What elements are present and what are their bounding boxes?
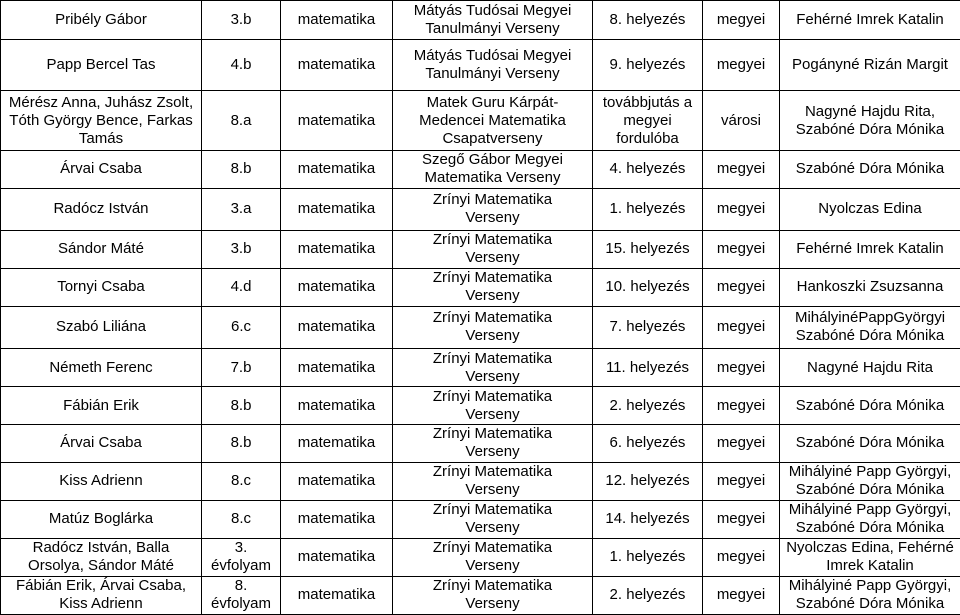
competition-cell bbox=[393, 268, 593, 306]
cell-line: Verseny bbox=[465, 367, 520, 385]
level-cell bbox=[703, 500, 780, 538]
competition-cell bbox=[393, 40, 593, 91]
teacher-cell bbox=[780, 188, 960, 230]
subject-cell bbox=[281, 188, 393, 230]
table-row bbox=[1, 306, 960, 348]
cell-line: 3.b bbox=[230, 240, 252, 258]
cell-line: Csapatverseny bbox=[442, 129, 543, 147]
table-row bbox=[1, 268, 960, 306]
table-row bbox=[1, 500, 960, 538]
cell-line: Zrínyi Matematika bbox=[432, 577, 553, 595]
cell-line: megyei bbox=[623, 111, 672, 129]
cell-line: Mihályiné Papp Györgyi, bbox=[788, 577, 952, 595]
cell-line: Matek Guru Kárpát- bbox=[426, 93, 559, 111]
teacher-cell bbox=[780, 387, 960, 425]
cell-line: Szabóné Dóra Mónika bbox=[795, 327, 945, 345]
cell-line: 8. bbox=[234, 577, 248, 595]
competition-cell bbox=[393, 538, 593, 576]
table-row bbox=[1, 576, 960, 614]
level-cell bbox=[703, 150, 780, 188]
student-name-cell bbox=[1, 1, 202, 40]
cell-line: Imrek Katalin bbox=[826, 557, 914, 575]
teacher-cell bbox=[780, 306, 960, 348]
cell-line: továbbjutás a bbox=[602, 93, 693, 111]
cell-text: matematika bbox=[297, 111, 376, 129]
cell-line: Verseny bbox=[465, 405, 520, 423]
cell-line: Tamás bbox=[78, 129, 124, 147]
result-cell bbox=[593, 349, 703, 387]
student-name-cell bbox=[1, 387, 202, 425]
result-cell bbox=[593, 387, 703, 425]
result-cell bbox=[593, 230, 703, 268]
cell-line: Zrínyi Matematika bbox=[432, 539, 553, 557]
cell-text: megyei bbox=[716, 56, 766, 74]
student-name-cell bbox=[1, 538, 202, 576]
result-cell bbox=[593, 500, 703, 538]
cell-line: Mihályiné Papp Györgyi, bbox=[788, 463, 952, 481]
cell-line: 4.b bbox=[230, 56, 252, 74]
cell-line: Matematika Verseny bbox=[424, 169, 561, 187]
cell-line: Németh Ferenc bbox=[49, 358, 153, 376]
cell-line: Zrínyi Matematika bbox=[432, 387, 553, 405]
cell-line: 2. helyezés bbox=[609, 586, 686, 604]
cell-text: matematika bbox=[297, 358, 376, 376]
cell-line: Szabó Liliána bbox=[55, 318, 147, 336]
competition-cell bbox=[393, 349, 593, 387]
cell-line: 10. helyezés bbox=[605, 278, 690, 296]
cell-line: Fehérné Imrek Katalin bbox=[796, 240, 944, 258]
cell-line: 8.b bbox=[230, 396, 252, 414]
cell-line: Szabóné Dóra Mónika bbox=[795, 519, 945, 537]
student-name-cell bbox=[1, 150, 202, 188]
cell-line: Zrínyi Matematika bbox=[432, 269, 553, 287]
subject-cell bbox=[281, 40, 393, 91]
result-cell bbox=[593, 462, 703, 500]
level-cell bbox=[703, 268, 780, 306]
cell-line: Zrínyi Matematika bbox=[432, 309, 553, 327]
teacher-cell bbox=[780, 268, 960, 306]
cell-text: megyei bbox=[716, 358, 766, 376]
class-cell bbox=[202, 40, 281, 91]
result-cell bbox=[593, 91, 703, 151]
cell-text: matematika bbox=[297, 240, 376, 258]
cell-line: Verseny bbox=[465, 327, 520, 345]
result-cell bbox=[593, 1, 703, 40]
student-name-cell bbox=[1, 188, 202, 230]
subject-cell bbox=[281, 576, 393, 614]
table-row bbox=[1, 1, 960, 40]
cell-line: 8.b bbox=[230, 434, 252, 452]
cell-line: 4.d bbox=[230, 278, 252, 296]
teacher-cell bbox=[780, 576, 960, 614]
cell-line: 14. helyezés bbox=[605, 510, 690, 528]
competition-cell bbox=[393, 425, 593, 463]
cell-line: Tanulmányi Verseny bbox=[425, 20, 560, 37]
student-name-cell bbox=[1, 425, 202, 463]
teacher-cell bbox=[780, 230, 960, 268]
class-cell bbox=[202, 538, 281, 576]
teacher-cell bbox=[780, 538, 960, 576]
cell-line: 11. helyezés bbox=[605, 358, 690, 376]
cell-line: Zrínyi Matematika bbox=[432, 463, 553, 481]
table-row bbox=[1, 538, 960, 576]
cell-text: matematika bbox=[297, 278, 376, 296]
cell-line: 12. helyezés bbox=[605, 472, 690, 490]
cell-line: Mérész Anna, Juhász Zsolt, bbox=[8, 93, 194, 111]
cell-line: Hankoszki Zsuzsanna bbox=[796, 278, 944, 296]
cell-line: Pribély Gábor bbox=[55, 11, 147, 28]
cell-line: Fábián Erik, Árvai Csaba, bbox=[15, 577, 187, 595]
class-cell bbox=[202, 1, 281, 40]
class-cell bbox=[202, 306, 281, 348]
cell-line: Nagyné Hajdu Rita bbox=[807, 358, 933, 376]
cell-line: 6. helyezés bbox=[609, 434, 686, 452]
table-row bbox=[1, 188, 960, 230]
subject-cell bbox=[281, 387, 393, 425]
class-cell bbox=[202, 230, 281, 268]
subject-cell bbox=[281, 349, 393, 387]
student-name-cell bbox=[1, 40, 202, 91]
teacher-cell bbox=[780, 40, 960, 91]
cell-line: 8.c bbox=[230, 510, 251, 528]
teacher-cell bbox=[780, 1, 960, 40]
cell-line: Nagyné Hajdu Rita, bbox=[804, 102, 936, 120]
cell-line: 8.a bbox=[230, 111, 252, 129]
result-cell bbox=[593, 268, 703, 306]
table-row bbox=[1, 425, 960, 463]
subject-cell bbox=[281, 500, 393, 538]
cell-line: Orsolya, Sándor Máté bbox=[28, 557, 174, 575]
cell-text: megyei bbox=[716, 548, 766, 566]
result-cell bbox=[593, 150, 703, 188]
subject-cell bbox=[281, 1, 393, 40]
teacher-cell bbox=[780, 462, 960, 500]
cell-text: matematika bbox=[297, 11, 376, 28]
cell-text: matematika bbox=[297, 56, 376, 74]
result-cell bbox=[593, 306, 703, 348]
competition-cell bbox=[393, 500, 593, 538]
cell-line: 7.b bbox=[230, 358, 252, 376]
table-row bbox=[1, 230, 960, 268]
cell-text: megyei bbox=[716, 318, 766, 336]
cell-text: matematika bbox=[297, 548, 376, 566]
cell-line: Fehérné Imrek Katalin bbox=[796, 11, 944, 28]
student-name-cell bbox=[1, 306, 202, 348]
competition-cell bbox=[393, 150, 593, 188]
level-cell bbox=[703, 462, 780, 500]
cell-line: Kiss Adrienn bbox=[59, 472, 143, 490]
cell-line: Radócz István bbox=[53, 200, 149, 218]
cell-text: megyei bbox=[716, 472, 766, 490]
cell-line: 4. helyezés bbox=[609, 160, 686, 178]
cell-text: megyei bbox=[716, 240, 766, 258]
cell-text: matematika bbox=[297, 586, 376, 604]
cell-text: matematika bbox=[297, 510, 376, 528]
cell-text: megyei bbox=[716, 396, 766, 414]
level-cell bbox=[703, 188, 780, 230]
cell-line: 1. helyezés bbox=[609, 200, 686, 218]
subject-cell bbox=[281, 425, 393, 463]
cell-line: Verseny bbox=[465, 595, 520, 613]
cell-text: matematika bbox=[297, 434, 376, 452]
cell-line: 8. helyezés bbox=[609, 11, 686, 28]
teacher-cell bbox=[780, 349, 960, 387]
result-cell bbox=[593, 425, 703, 463]
student-name-cell bbox=[1, 462, 202, 500]
cell-line: Radócz István, Balla bbox=[32, 539, 170, 557]
table-row bbox=[1, 150, 960, 188]
subject-cell bbox=[281, 462, 393, 500]
cell-line: évfolyam bbox=[210, 557, 272, 575]
cell-line: Verseny bbox=[465, 519, 520, 537]
cell-line: Szabóné Dóra Mónika bbox=[795, 481, 945, 499]
student-name-cell bbox=[1, 349, 202, 387]
level-cell bbox=[703, 230, 780, 268]
cell-line: Papp Bercel Tas bbox=[46, 56, 156, 74]
student-name-cell bbox=[1, 500, 202, 538]
cell-line: Nyolczas Edina bbox=[818, 200, 922, 218]
cell-line: Tanulmányi Verseny bbox=[425, 65, 560, 83]
class-cell bbox=[202, 425, 281, 463]
cell-line: Medencei Matematika bbox=[419, 111, 566, 129]
cell-line: Verseny bbox=[465, 209, 520, 227]
level-cell bbox=[703, 576, 780, 614]
cell-text: megyei bbox=[716, 11, 766, 28]
subject-cell bbox=[281, 230, 393, 268]
cell-line: 7. helyezés bbox=[609, 318, 686, 336]
cell-line: 2. helyezés bbox=[609, 396, 686, 414]
cell-line: Mihályiné Papp Györgyi, bbox=[788, 501, 952, 519]
cell-text: megyei bbox=[716, 510, 766, 528]
table-row bbox=[1, 462, 960, 500]
class-cell bbox=[202, 387, 281, 425]
cell-line: Zrínyi Matematika bbox=[432, 349, 553, 367]
result-cell bbox=[593, 576, 703, 614]
cell-line: 9. helyezés bbox=[609, 56, 686, 74]
class-cell bbox=[202, 500, 281, 538]
cell-line: Szabóné Dóra Mónika bbox=[795, 396, 945, 414]
cell-text: megyei bbox=[716, 200, 766, 218]
table-body bbox=[1, 1, 960, 615]
table-row bbox=[1, 387, 960, 425]
competition-cell bbox=[393, 462, 593, 500]
teacher-cell bbox=[780, 150, 960, 188]
cell-line: Szabóné Dóra Mónika bbox=[795, 120, 945, 138]
class-cell bbox=[202, 349, 281, 387]
cell-line: évfolyam bbox=[210, 595, 272, 613]
level-cell bbox=[703, 349, 780, 387]
cell-line: Zrínyi Matematika bbox=[432, 501, 553, 519]
student-name-cell bbox=[1, 230, 202, 268]
level-cell bbox=[703, 1, 780, 40]
cell-line: Verseny bbox=[465, 481, 520, 499]
table-row bbox=[1, 40, 960, 91]
cell-text: matematika bbox=[297, 200, 376, 218]
competition-cell bbox=[393, 230, 593, 268]
cell-line: Tornyi Csaba bbox=[57, 278, 145, 296]
result-cell bbox=[593, 40, 703, 91]
cell-text: matematika bbox=[297, 396, 376, 414]
student-name-cell bbox=[1, 91, 202, 151]
level-cell bbox=[703, 306, 780, 348]
cell-line: 15. helyezés bbox=[605, 240, 690, 258]
competition-cell bbox=[393, 576, 593, 614]
cell-line: Tóth György Bence, Farkas bbox=[9, 111, 193, 129]
level-cell bbox=[703, 425, 780, 463]
cell-line: 3.a bbox=[230, 200, 252, 218]
result-cell bbox=[593, 538, 703, 576]
competition-cell bbox=[393, 91, 593, 151]
cell-line: Zrínyi Matematika bbox=[432, 425, 553, 443]
competition-cell bbox=[393, 387, 593, 425]
class-cell bbox=[202, 188, 281, 230]
cell-line: Pogányné Rizán Margit bbox=[792, 56, 948, 74]
subject-cell bbox=[281, 150, 393, 188]
cell-line: Árvai Csaba bbox=[60, 434, 142, 452]
cell-text: matematika bbox=[297, 318, 376, 336]
competition-cell bbox=[393, 306, 593, 348]
cell-line: 6.c bbox=[230, 318, 251, 336]
cell-line: fordulóba bbox=[616, 129, 679, 147]
cell-line: 8.b bbox=[230, 160, 252, 178]
subject-cell bbox=[281, 538, 393, 576]
cell-line: Verseny bbox=[465, 443, 520, 461]
student-name-cell bbox=[1, 576, 202, 614]
subject-cell bbox=[281, 268, 393, 306]
cell-line: 3. bbox=[234, 539, 248, 557]
teacher-cell bbox=[780, 500, 960, 538]
cell-text: megyei bbox=[716, 434, 766, 452]
cell-text: megyei bbox=[716, 160, 766, 178]
cell-line: Verseny bbox=[465, 557, 520, 575]
cell-line: Árvai Csaba bbox=[60, 160, 142, 178]
cell-line: Fábián Erik bbox=[63, 396, 139, 414]
cell-line: Zrínyi Matematika bbox=[432, 191, 553, 209]
cell-line: Matúz Boglárka bbox=[48, 510, 154, 528]
subject-cell bbox=[281, 306, 393, 348]
teacher-cell bbox=[780, 425, 960, 463]
cell-line: Mátyás Tudósai Megyei bbox=[413, 47, 572, 65]
cell-line: Mátyás Tudósai Megyei bbox=[413, 2, 572, 19]
cell-text: matematika bbox=[297, 160, 376, 178]
level-cell bbox=[703, 538, 780, 576]
level-cell bbox=[703, 91, 780, 151]
cell-line: Nyolczas Edina, Fehérné bbox=[786, 539, 954, 557]
cell-text: városi bbox=[720, 111, 761, 129]
class-cell bbox=[202, 91, 281, 151]
cell-line: Verseny bbox=[465, 287, 520, 305]
class-cell bbox=[202, 150, 281, 188]
level-cell bbox=[703, 387, 780, 425]
table-row bbox=[1, 91, 960, 151]
class-cell bbox=[202, 268, 281, 306]
class-cell bbox=[202, 462, 281, 500]
competition-cell bbox=[393, 1, 593, 40]
cell-line: 8.c bbox=[230, 472, 251, 490]
cell-text: megyei bbox=[716, 278, 766, 296]
result-cell bbox=[593, 188, 703, 230]
student-name-cell bbox=[1, 268, 202, 306]
competition-cell bbox=[393, 188, 593, 230]
cell-text: megyei bbox=[716, 586, 766, 604]
cell-line: Zrínyi Matematika bbox=[432, 231, 553, 249]
cell-line: Szegő Gábor Megyei bbox=[422, 151, 563, 169]
cell-line: Kiss Adrienn bbox=[59, 595, 143, 613]
class-cell bbox=[202, 576, 281, 614]
cell-line: Szabóné Dóra Mónika bbox=[795, 160, 945, 178]
cell-line: Szabóné Dóra Mónika bbox=[795, 595, 945, 613]
cell-line: Sándor Máté bbox=[58, 240, 144, 258]
level-cell bbox=[703, 40, 780, 91]
cell-line: Verseny bbox=[465, 249, 520, 267]
cell-line: 3.b bbox=[230, 11, 252, 28]
cell-text: matematika bbox=[297, 472, 376, 490]
subject-cell bbox=[281, 91, 393, 151]
table-row bbox=[1, 349, 960, 387]
cell-line: Szabóné Dóra Mónika bbox=[795, 434, 945, 452]
cell-line: 1. helyezés bbox=[609, 548, 686, 566]
cell-line: MihályinéPappGyörgyi bbox=[794, 309, 946, 327]
teacher-cell bbox=[780, 91, 960, 151]
